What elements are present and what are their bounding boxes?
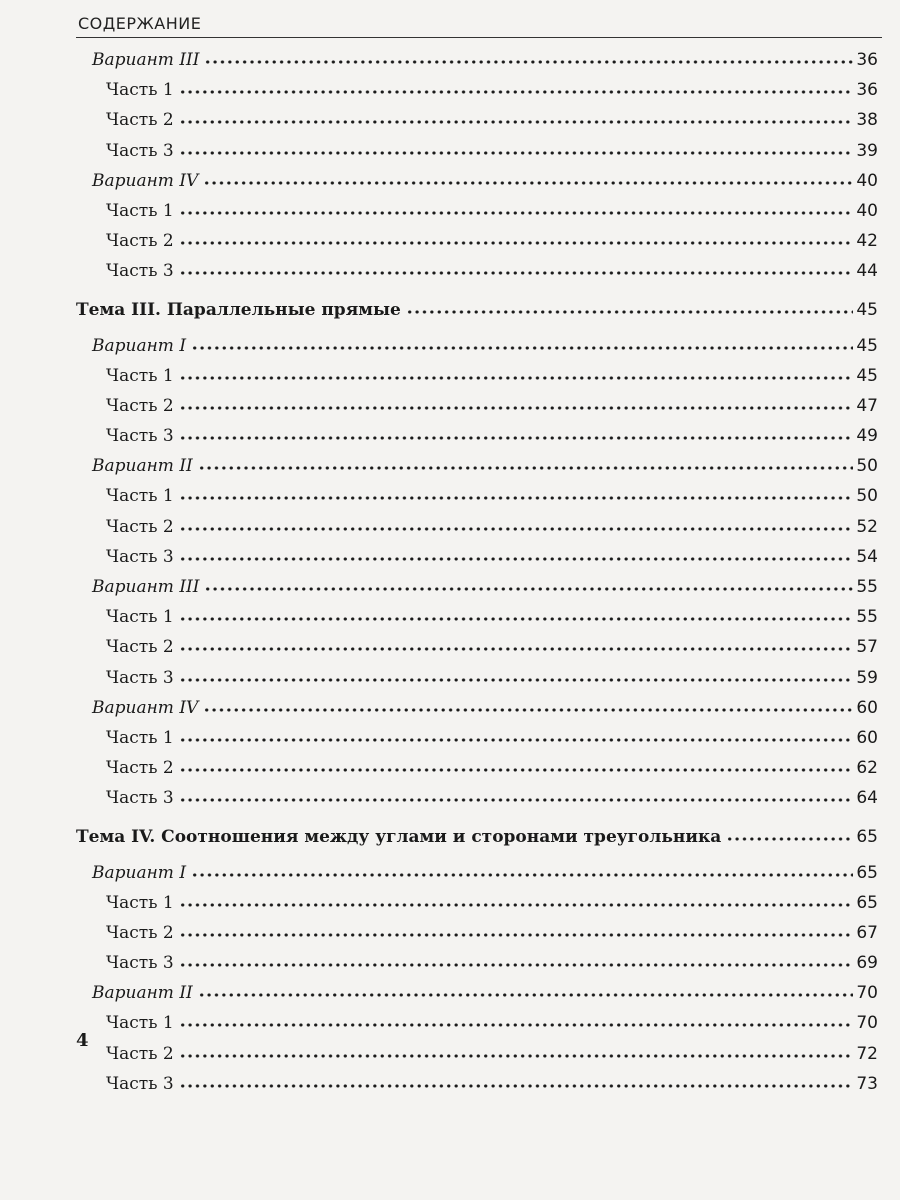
dot-leader <box>179 231 854 248</box>
toc-entry-label: Часть 1 <box>106 727 174 748</box>
toc-entry-variant <box>76 981 878 1011</box>
toc-entry-variant <box>76 696 878 726</box>
toc-entry-part <box>76 605 878 635</box>
toc-entry-page: 45 <box>856 365 878 386</box>
toc-entry-part <box>76 424 878 454</box>
toc-entry-page: 50 <box>856 486 878 507</box>
toc-entry-part <box>76 1072 878 1102</box>
dot-leader <box>179 637 854 654</box>
toc-entry-variant <box>76 169 878 199</box>
toc-entry-page: 55 <box>856 607 878 628</box>
toc-entry-page: 38 <box>856 110 878 131</box>
dot-leader <box>179 80 854 97</box>
dot-leader <box>203 171 853 188</box>
toc-entry-part <box>76 951 878 981</box>
toc-entry-label: Часть 2 <box>106 516 174 537</box>
toc-entry-part <box>76 756 878 786</box>
toc-entry-label: Часть 2 <box>106 758 174 779</box>
toc-entry-part <box>76 666 878 696</box>
toc-entry-page: 65 <box>856 826 878 847</box>
toc-entry-part <box>76 484 878 514</box>
toc-entry-label: Вариант IV <box>92 697 199 718</box>
dot-leader <box>191 336 853 353</box>
toc-entry-label: Часть 1 <box>106 1013 174 1034</box>
running-head: СОДЕРЖАНИЕ <box>78 14 202 33</box>
toc-entry-page: 72 <box>856 1043 878 1064</box>
toc-entry-page: 73 <box>856 1073 878 1094</box>
toc-entry-page: 65 <box>856 862 878 883</box>
dot-leader <box>179 547 854 564</box>
toc-entry-part <box>76 635 878 665</box>
toc-entry-label: Часть 1 <box>106 892 174 913</box>
toc-entry-label: Часть 2 <box>106 1043 174 1064</box>
toc-entry-label: Вариант I <box>92 335 187 356</box>
toc-entry-label: Часть 3 <box>106 261 174 282</box>
dot-leader <box>204 50 853 67</box>
toc-entry-page: 36 <box>856 80 878 101</box>
toc-entry-part <box>76 1042 878 1072</box>
toc-entry-part <box>76 1011 878 1041</box>
toc-entry-label: Вариант II <box>92 983 193 1004</box>
toc-entry-page: 65 <box>856 892 878 913</box>
dot-leader <box>179 396 854 413</box>
toc-entry-variant <box>76 48 878 78</box>
dot-leader <box>203 698 853 715</box>
toc-entry-page: 50 <box>856 456 878 477</box>
toc-entry-label: Часть 3 <box>106 426 174 447</box>
toc-entry-page: 62 <box>856 758 878 779</box>
dot-leader <box>179 1074 854 1091</box>
toc-entry-variant <box>76 861 878 891</box>
dot-leader <box>198 456 854 473</box>
toc-entry-page: 44 <box>856 261 878 282</box>
toc-entry-part <box>76 515 878 545</box>
toc-entry-page: 69 <box>856 953 878 974</box>
toc-entry-page: 55 <box>856 577 878 597</box>
toc-entry-page: 64 <box>856 788 878 809</box>
dot-leader <box>179 486 854 503</box>
toc-entry-part <box>76 139 878 169</box>
toc-entry-page: 49 <box>856 426 878 447</box>
toc-entry-page: 70 <box>856 983 878 1004</box>
toc-entry-label: Вариант I <box>92 862 187 883</box>
toc-entry-page: 47 <box>856 395 878 416</box>
toc-entry-variant <box>76 575 878 605</box>
toc-entry-label: Вариант IV <box>92 170 199 191</box>
toc-entry-page: 60 <box>856 697 878 718</box>
dot-leader <box>179 1044 854 1061</box>
toc-entry-page: 60 <box>856 727 878 748</box>
dot-leader <box>179 517 854 534</box>
toc-entry-label: Часть 2 <box>106 395 174 416</box>
toc-entry-part <box>76 364 878 394</box>
toc-entry-label: Часть 1 <box>106 200 174 221</box>
dot-leader <box>726 827 853 844</box>
toc-entry-label: Вариант III <box>92 50 200 70</box>
toc-entry-page: 45 <box>856 335 878 356</box>
dot-leader <box>179 728 854 745</box>
dot-leader <box>179 201 854 218</box>
toc-entry-label: Вариант III <box>92 577 200 597</box>
toc-entry-variant <box>76 334 878 364</box>
dot-leader <box>179 366 854 383</box>
dot-leader <box>179 758 854 775</box>
toc-entry-label: Тема IV. Соотношения между углами и сторонами треугольника <box>76 826 722 847</box>
dot-leader <box>191 863 853 880</box>
page-number: 4 <box>76 1030 89 1051</box>
table-of-contents <box>76 48 878 1102</box>
dot-leader <box>406 300 853 317</box>
toc-entry-label: Часть 3 <box>106 1073 174 1094</box>
toc-entry-part <box>76 726 878 756</box>
toc-entry-page: 67 <box>856 922 878 943</box>
toc-entry-part <box>76 921 878 951</box>
toc-entry-label: Часть 2 <box>106 922 174 943</box>
toc-entry-label: Вариант II <box>92 456 193 477</box>
toc-entry-label: Часть 3 <box>106 667 174 688</box>
toc-entry-page: 40 <box>856 170 878 191</box>
toc-entry-part <box>76 259 878 289</box>
toc-entry-label: Тема III. Параллельные прямые <box>76 299 401 320</box>
toc-entry-page: 45 <box>856 299 878 320</box>
dot-leader <box>179 668 854 685</box>
toc-entry-part <box>76 545 878 575</box>
dot-leader <box>179 110 854 127</box>
toc-entry-label: Часть 3 <box>106 546 174 567</box>
toc-entry-label: Часть 1 <box>106 486 174 507</box>
dot-leader <box>179 953 854 970</box>
toc-entry-page: 40 <box>856 200 878 221</box>
toc-entry-label: Часть 3 <box>106 788 174 809</box>
dot-leader <box>179 788 854 805</box>
toc-entry-part <box>76 108 878 138</box>
toc-entry-page: 54 <box>856 546 878 567</box>
toc-entry-part <box>76 786 878 816</box>
toc-entry-page: 57 <box>856 637 878 658</box>
toc-entry-part <box>76 199 878 229</box>
dot-leader <box>204 577 853 594</box>
dot-leader <box>179 607 854 624</box>
dot-leader <box>198 983 854 1000</box>
toc-entry-label: Часть 2 <box>106 231 174 252</box>
dot-leader <box>179 141 854 158</box>
toc-entry-topic <box>76 817 878 861</box>
toc-entry-topic <box>76 290 878 334</box>
dot-leader <box>179 893 854 910</box>
toc-entry-label: Часть 1 <box>106 365 174 386</box>
toc-entry-variant <box>76 454 878 484</box>
dot-leader <box>179 426 854 443</box>
dot-leader <box>179 923 854 940</box>
toc-entry-label: Часть 2 <box>106 637 174 658</box>
toc-entry-part <box>76 891 878 921</box>
toc-entry-label: Часть 2 <box>106 110 174 131</box>
toc-entry-page: 59 <box>856 667 878 688</box>
toc-entry-label: Часть 1 <box>106 80 174 101</box>
toc-entry-page: 42 <box>856 231 878 252</box>
dot-leader <box>179 261 854 278</box>
toc-entry-page: 52 <box>856 516 878 537</box>
toc-entry-page: 70 <box>856 1013 878 1034</box>
toc-entry-label: Часть 1 <box>106 607 174 628</box>
toc-entry-label: Часть 3 <box>106 953 174 974</box>
toc-entry-page: 36 <box>856 50 878 70</box>
toc-entry-page: 39 <box>856 140 878 161</box>
toc-entry-part <box>76 394 878 424</box>
header-rule <box>76 37 882 38</box>
dot-leader <box>179 1013 854 1030</box>
toc-entry-label: Часть 3 <box>106 140 174 161</box>
toc-entry-part <box>76 78 878 108</box>
toc-entry-part <box>76 229 878 259</box>
